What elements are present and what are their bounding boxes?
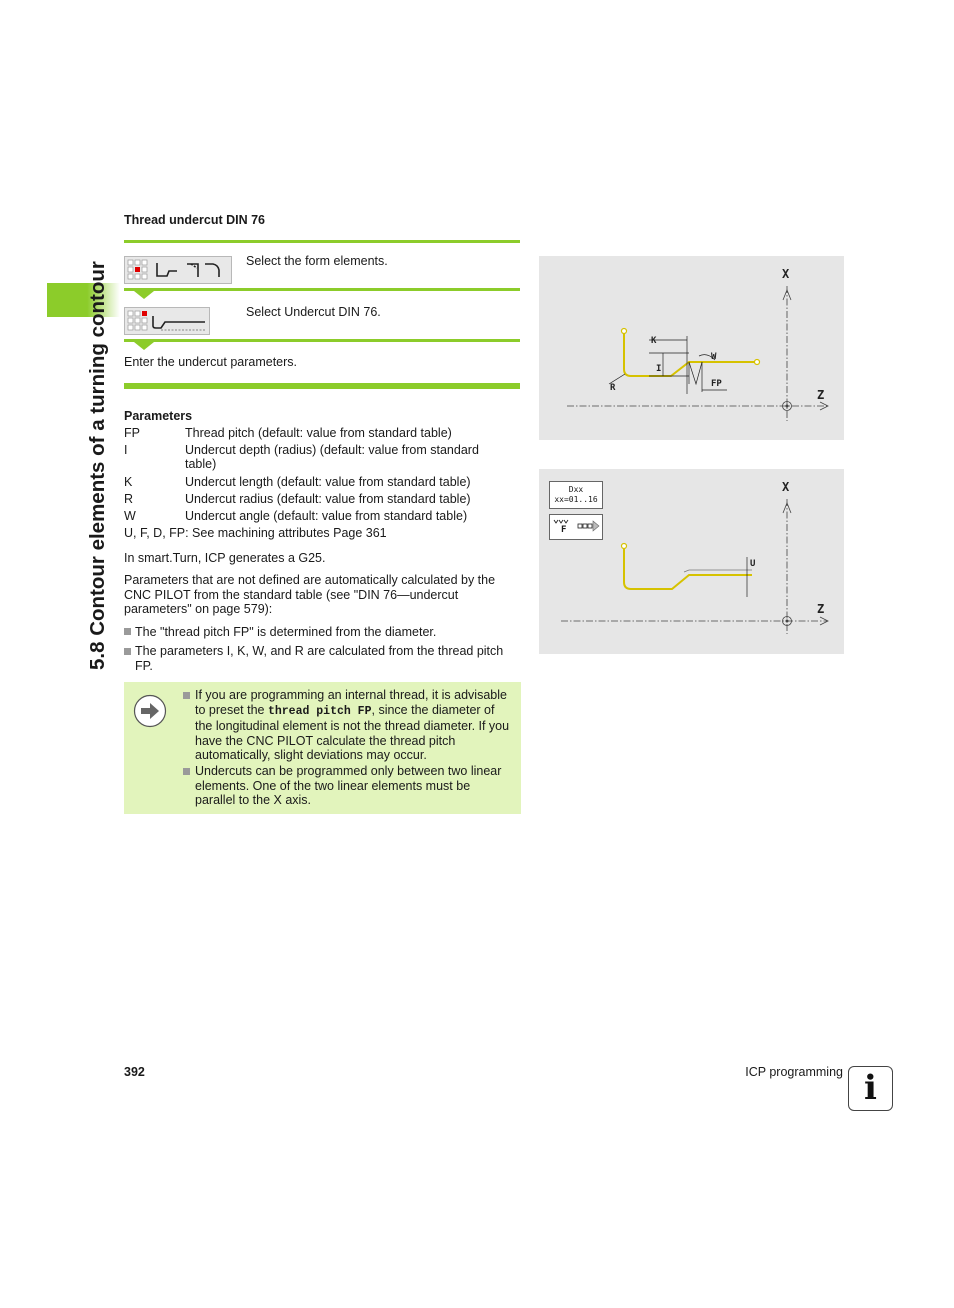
divider-step-1 (124, 288, 520, 291)
label-fp: FP (711, 379, 722, 389)
footer-section-title: ICP programming (745, 1065, 843, 1079)
diameter-attribute-box: Dxx xx=01..16 (549, 481, 603, 509)
page-number: 392 (124, 1065, 145, 1079)
note-bullet-2: Undercuts can be programmed only between two linear elements. One of the two linear elements must be parallel to the X axis. (183, 764, 513, 808)
parameters-title: Parameters (124, 409, 193, 423)
attributes-line: U, F, D, FP: See machining attributes Page 361 (124, 526, 387, 540)
form-elements-softkey[interactable] (124, 256, 232, 284)
x-axis-label: X (782, 480, 790, 494)
param-key: R (124, 492, 134, 506)
x-axis-label: X (782, 267, 790, 281)
note-bullet-1: If you are programming an internal thread, it is advisable to preset the thread pitch FP, since the diameter of the longitudinal element is not the thread diameter. If you have the CNC PILOT calculate the thread pitch automatically, slight deviations may occur. (183, 688, 513, 763)
param-desc: Thread pitch (default: value from standard table) (185, 426, 452, 440)
label-r: R (610, 383, 616, 393)
note-box (124, 682, 521, 814)
step-arrow-1 (134, 291, 154, 299)
enter-parameters-text: Enter the undercut parameters. (124, 355, 298, 369)
paragraph-g25: In smart.Turn, ICP generates a G25. (124, 551, 326, 565)
bullet-square-icon (183, 692, 190, 699)
param-key: K (124, 475, 133, 489)
info-icon: i (848, 1066, 893, 1111)
figure-undercut-dimensions (539, 256, 844, 440)
feed-attribute-box: F (549, 514, 603, 540)
param-desc: Undercut radius (default: value from standard table) (185, 492, 471, 506)
param-desc: Undercut angle (default: value from standard table) (185, 509, 468, 523)
paragraph-undefined-params: Parameters that are not defined are automatically calculated by the CNC PILOT from the standard table (see "DIN 76—undercut parameters" on page 579): (124, 573, 496, 616)
undercut-din76-softkey[interactable] (124, 307, 210, 335)
label-u: U (750, 559, 756, 569)
bullet-square-icon (124, 648, 131, 655)
chapter-title: 5.8 Contour elements of a turning contour (86, 261, 109, 670)
bullet-item: The parameters I, K, W, and R are calculated from the thread pitch FP. (124, 644, 520, 673)
label-w: W (711, 352, 717, 362)
label-i: I (656, 364, 662, 374)
section-heading: Thread undercut DIN 76 (124, 213, 265, 227)
figure-undercut-result (539, 469, 844, 654)
param-key: W (124, 509, 136, 523)
param-desc: Undercut length (default: value from standard table) (185, 475, 471, 489)
step-arrow-2 (134, 342, 154, 350)
z-axis-label: Z (817, 602, 825, 616)
z-axis-label: Z (817, 388, 825, 402)
arrow-right-icon (133, 694, 167, 728)
step-2-text: Select Undercut DIN 76. (246, 305, 381, 319)
bullet-square-icon (183, 768, 190, 775)
param-desc: Undercut depth (radius) (default: value from standard table) (185, 443, 479, 471)
param-key: FP (124, 426, 140, 440)
param-key: I (124, 443, 128, 457)
divider-top (124, 240, 520, 243)
step-1-text: Select the form elements. (246, 254, 388, 268)
label-k: K (651, 336, 657, 346)
bullet-square-icon (124, 628, 131, 635)
bullet-item: The "thread pitch FP" is determined from the diameter. (124, 625, 520, 640)
divider-step-2 (124, 339, 520, 342)
divider-bottom (124, 383, 520, 389)
